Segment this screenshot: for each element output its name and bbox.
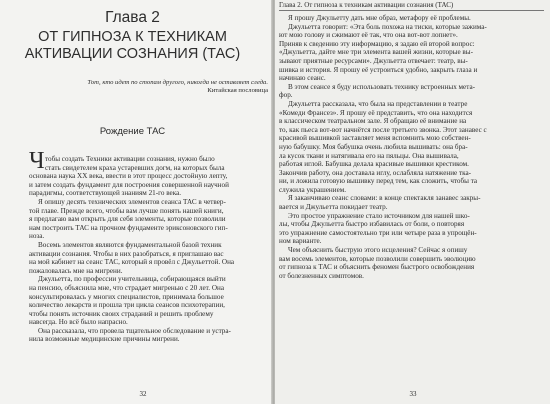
- text-line: ни, и ложила готовую вышивку перед тем, как сложить, чтобы та: [279, 177, 478, 186]
- text-line: нила возможные медицинские причины мигрени.: [29, 335, 180, 344]
- section-title: Рождение ТАС: [99, 126, 166, 137]
- text-line: Джульетта рассказала, что была на представлении в театре: [288, 99, 468, 108]
- text-line: то, как пьеса вот-вот начнётся после третьего звонка. Этот занавес с: [279, 125, 487, 134]
- text-line: Джульетта, по профессии учительница, собирающаяся выйти: [38, 275, 226, 284]
- text-line: активации сознания. Чтобы в них разобраться, я приглашаю вас: [29, 249, 224, 258]
- text-line: Джульетта говорит: «Эта боль похожа на тиски, которые зажима-: [288, 22, 487, 31]
- text-line: Я прошу Джульетту дать мне образ, метафору её проблемы.: [288, 14, 471, 22]
- text-line: я предлагаю вам открыть для себя элементы, которые позволили: [29, 215, 226, 224]
- text-line: и затем создать фундамент для построения совершенной научной: [29, 180, 229, 189]
- text-line: той главе. Прежде всего, чтобы вам лучше понять нашей книги,: [29, 206, 224, 215]
- text-line: навсегда. Но всё было напрасно.: [29, 318, 128, 327]
- text-line: вается и Джульетта покидает театр.: [279, 203, 388, 212]
- text-line: консультировалась у многих специалистов, принимала большое: [29, 292, 224, 301]
- drop-cap: Ч: [29, 148, 45, 174]
- text-line: ном варианте.: [279, 237, 322, 246]
- text-line: парадигмы, соответствующей знаниям 21-го века.: [29, 189, 182, 198]
- text-line: В этом сеансе я буду использовать технику встроенных мета-: [288, 82, 475, 91]
- text-line: ла кусок ткани и натягивала его на пяльцы. Она вышивала,: [279, 151, 459, 160]
- text-line: нам построить ТАС на прочном фундаменте эриксоновского гип-: [29, 223, 228, 232]
- chapter-number: Глава 2: [105, 9, 160, 26]
- text-line: основана наука XX века, ввести в этот процесс достойную лепту,: [29, 172, 228, 181]
- text-line: ную бабушку. Моя бабушка очень любила вышивать: она бра-: [279, 142, 468, 151]
- text-line: лы, чтобы Джульетта быстро избавилась от боли, о повторяя: [279, 220, 465, 229]
- text-line: пожаловалась мне на мигрени.: [29, 266, 123, 275]
- right-page: [275, 0, 550, 404]
- left-page-body: [29, 155, 270, 344]
- text-line: красивой вышивкой заставляет меня вспомнить мою собствен-: [279, 134, 471, 143]
- text-line: стать свидетелем краха устаревших догм, на которых была: [45, 163, 225, 172]
- text-line: Восемь элементов являются фундаментальной базой техник: [38, 240, 222, 249]
- text-line: работая иглой. Бабушка делала красивые вышивки крестиком.: [279, 160, 469, 169]
- page-number-left: 32: [139, 390, 147, 398]
- text-line: от болезненных симптомов.: [279, 271, 364, 280]
- text-line: ют мою голову и сжимают её так, что она вот-вот лопнет».: [279, 31, 458, 40]
- text-line: Чем объяснить быструю этого исцеления? Сейчас я опишу: [288, 246, 468, 255]
- chapter-title-line-1: ОТ ГИПНОЗА К ТЕХНИКАМ: [38, 29, 227, 45]
- text-line: чтобы понять источник своих страданий и решить проблему: [29, 309, 214, 318]
- text-line: на пенсию, объяснила мне, что страдает мигренью с 20 лет. Она: [29, 283, 224, 292]
- left-page: [0, 0, 272, 404]
- text-line: «Джульетта, дайте мне три элемента вашей жизни, которые вы-: [279, 48, 473, 57]
- right-page-body: [279, 14, 541, 280]
- text-line: количество лекарств и прошла три цикла сеансов психотерапии,: [29, 301, 225, 310]
- page-number-right: 33: [409, 390, 417, 398]
- epigraph-source: Китайская пословица: [207, 87, 268, 94]
- running-head: Глава 2. От гипноза к техникам активации сознания (ТАС): [279, 1, 544, 11]
- text-line: Я заканчиваю сеанс словами: в конце спектакля занавес закры-: [288, 194, 481, 203]
- text-line: «Комеди Франсез». Я прошу её представить, что она находится: [279, 108, 473, 117]
- text-line: это упражнение самостоятельно три или четыре раза в упрощён-: [279, 228, 477, 237]
- text-line: Закончив работу, она доставала иглу, ослабляла натяжение тка-: [279, 168, 472, 177]
- text-line: служила украшением.: [279, 185, 347, 194]
- text-line: Это простое упражнение стало источником для нашей шко-: [288, 211, 470, 220]
- text-line: на мой кабинет на сеанс ТАС, который я провёл с Джульеттой. Она: [29, 258, 235, 267]
- text-line: зывают приятные ресурсами». Джульетта отвечает: театр, вы-: [279, 56, 468, 65]
- text-line: от гипноза к ТАС и объяснить феномен быстрого освобождения: [279, 263, 475, 272]
- text-line: начинаю сеанс.: [279, 74, 326, 83]
- chapter-title-line-2: АКТИВАЦИИ СОЗНАНИЯ (ТАС): [24, 46, 241, 62]
- text-line: в классическом театральном зале. Я обращаю её внимание на: [279, 117, 467, 126]
- text-line: Она рассказала, что провела тщательное обследование и устра-: [38, 326, 231, 335]
- text-line: шивка и история. Я прошу её устроиться удобно, закрыть глаза и: [279, 65, 478, 74]
- epigraph: Тот, кто идет по стопам другого, никогда не оставляет следа.: [87, 79, 268, 86]
- text-line: ноза.: [29, 232, 45, 241]
- text-line: тобы создать Техники активации сознания, нужно было: [45, 155, 215, 163]
- text-line: Я опишу десять технических элементов сеанса ТАС в четвер-: [38, 197, 226, 206]
- text-line: фор.: [279, 91, 293, 100]
- text-line: вам восемь элементов, которые позволили совершить эволюцию: [279, 254, 476, 263]
- text-line: Приняв к сведению эту информацию, я задаю ей второй вопрос:: [279, 39, 475, 48]
